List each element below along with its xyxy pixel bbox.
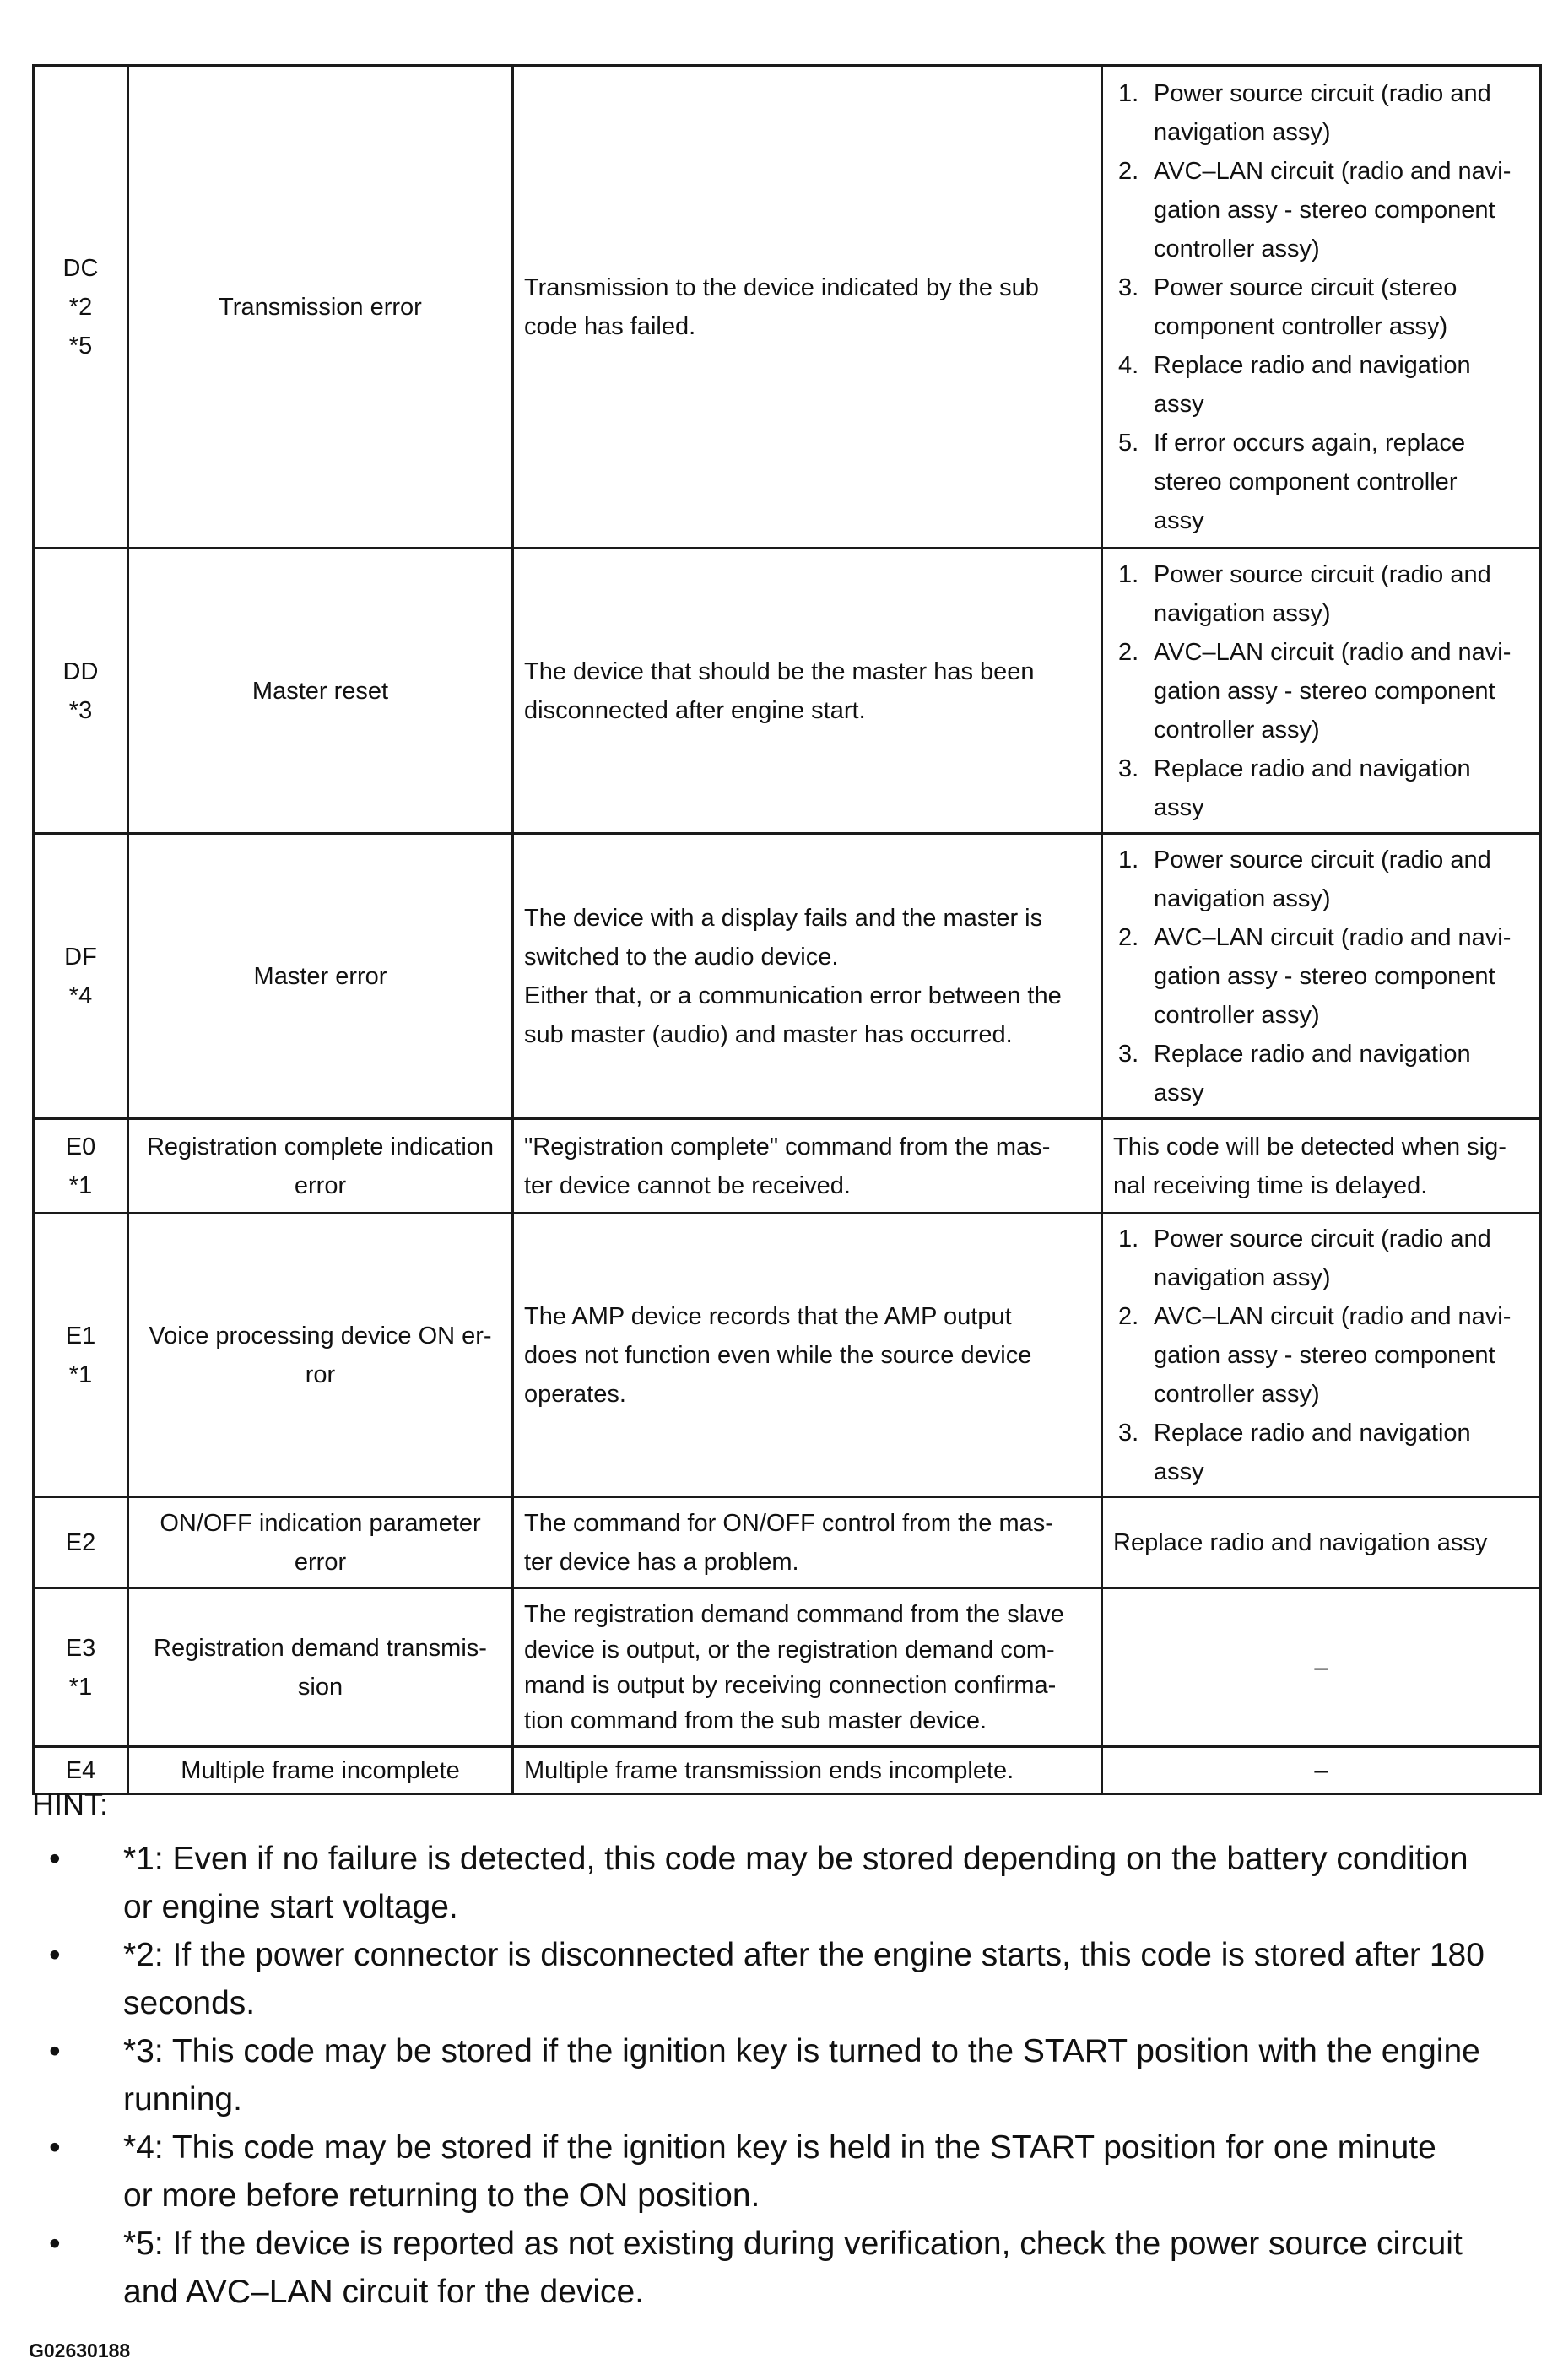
list-item: 5. If error occurs again, replace stereo component controller assy [1118,429,1466,534]
list-item: 3. Replace radio and navigation assy [1118,1040,1471,1106]
detection-item-cell: Transmission error [128,66,513,549]
list-item: 2. AVC–LAN circuit (radio and navi- gation assy - stereo component controller assy) [1118,923,1512,1029]
hint-item: • *5: If the device is reported as not existing during verification, check the power source circuit and AVC–LAN circuit for the device. [32,2220,1543,2316]
trouble-area-cell [1102,66,1541,549]
dtc-code-cell: E2 [34,1497,128,1588]
table-row [34,1588,1541,1747]
bullet-icon: • [49,2033,61,2069]
table-row [34,1214,1541,1497]
dtc-code-cell: DD *3 [34,549,128,834]
list-item: 2. AVC–LAN circuit (radio and navi- gation assy - stereo component controller assy) [1118,157,1512,262]
trouble-area-cell [1102,834,1541,1119]
detection-item-cell: Registration complete indication error [128,1119,513,1214]
dtc-code-cell: E0 *1 [34,1119,128,1214]
dtc-code-cell: DF *4 [34,834,128,1119]
list-item: 3. Replace radio and navigation assy [1118,755,1471,821]
detection-item-cell: Voice processing device ON er- ror [128,1214,513,1497]
list-item: 3. Power source circuit (stereo component controller assy) [1118,273,1458,340]
list-item: 1. Power source circuit (radio and navigation assy) [1118,846,1491,912]
dtc-code-cell: DC *2 *5 [34,66,128,549]
trouble-area-cell [1102,1214,1541,1497]
hint-item: • *1: Even if no failure is detected, this code may be stored depending on the battery condition or engine start voltage. [32,1835,1543,1931]
detection-item-cell: Registration demand transmis- sion [128,1588,513,1747]
condition-cell: The device that should be the master has been disconnected after engine start. [513,549,1102,834]
figure-id: G02630188 [29,2339,131,2361]
table-row [34,549,1541,834]
condition-cell: The device with a display fails and the master is switched to the audio device. Either that, or a communication error between the sub master (audio) and master has occurred. [513,834,1102,1119]
detection-item-cell: Master reset [128,549,513,834]
dtc-code-cell: E3 *1 [34,1588,128,1747]
hint-title: HINT: [32,1787,108,1821]
dtc-code-cell: E1 *1 [34,1214,128,1497]
condition-cell: The AMP device records that the AMP output does not function even while the source device operates. [513,1214,1102,1497]
trouble-area-cell [1102,549,1541,834]
bullet-icon: • [49,1841,61,1877]
dtc-code-cell: E4 [34,1747,128,1794]
condition-cell: Multiple frame transmission ends incomplete. [513,1747,1102,1794]
trouble-area-cell: This code will be detected when sig- nal receiving time is delayed. [1102,1119,1541,1214]
table-row [34,834,1541,1119]
table-row [34,66,1541,549]
bullet-icon: • [49,2226,61,2262]
condition-cell: The command for ON/OFF control from the mas- ter device has a problem. [513,1497,1102,1588]
hint-item: • *4: This code may be stored if the ignition key is held in the START position for one minute or more before returning to the ON position. [32,2123,1543,2220]
table-row [34,1497,1541,1588]
hint-item: • *2: If the power connector is disconnected after the engine starts, this code is stored after 180 seconds. [32,1931,1543,2027]
list-item: 3. Replace radio and navigation assy [1118,1419,1471,1485]
hint-item: • *3: This code may be stored if the ignition key is turned to the START position with the engine running. [32,2027,1543,2123]
bullet-icon: • [49,1937,61,1973]
trouble-area-cell: – [1102,1747,1541,1794]
trouble-area-cell: – [1102,1588,1541,1747]
detection-item-cell: ON/OFF indication parameter error [128,1497,513,1588]
bullet-icon: • [49,2129,61,2166]
list-item: 1. Power source circuit (radio and navigation assy) [1118,560,1491,627]
list-item: 1. Power source circuit (radio and navigation assy) [1118,1225,1491,1291]
dtc-table [32,64,1542,1795]
condition-cell: The registration demand command from the slave device is output, or the registration demand com- mand is output by receiving connection confirma- tion command from the sub master device. [513,1588,1102,1747]
list-item: 2. AVC–LAN circuit (radio and navi- gation assy - stereo component controller assy) [1118,1302,1512,1408]
table-row [34,1119,1541,1214]
list-item: 4. Replace radio and navigation assy [1118,351,1471,418]
trouble-area-cell: Replace radio and navigation assy [1102,1497,1541,1588]
hint-list [32,1835,1543,2316]
list-item: 2. AVC–LAN circuit (radio and navi- gation assy - stereo component controller assy) [1118,638,1512,744]
condition-cell: Transmission to the device indicated by the sub code has failed. [513,66,1102,549]
condition-cell: "Registration complete" command from the mas- ter device cannot be received. [513,1119,1102,1214]
hint-section [32,1788,1543,2316]
list-item: 1. Power source circuit (radio and navigation assy) [1118,79,1491,146]
detection-item-cell: Master error [128,834,513,1119]
detection-item-cell: Multiple frame incomplete [128,1747,513,1794]
